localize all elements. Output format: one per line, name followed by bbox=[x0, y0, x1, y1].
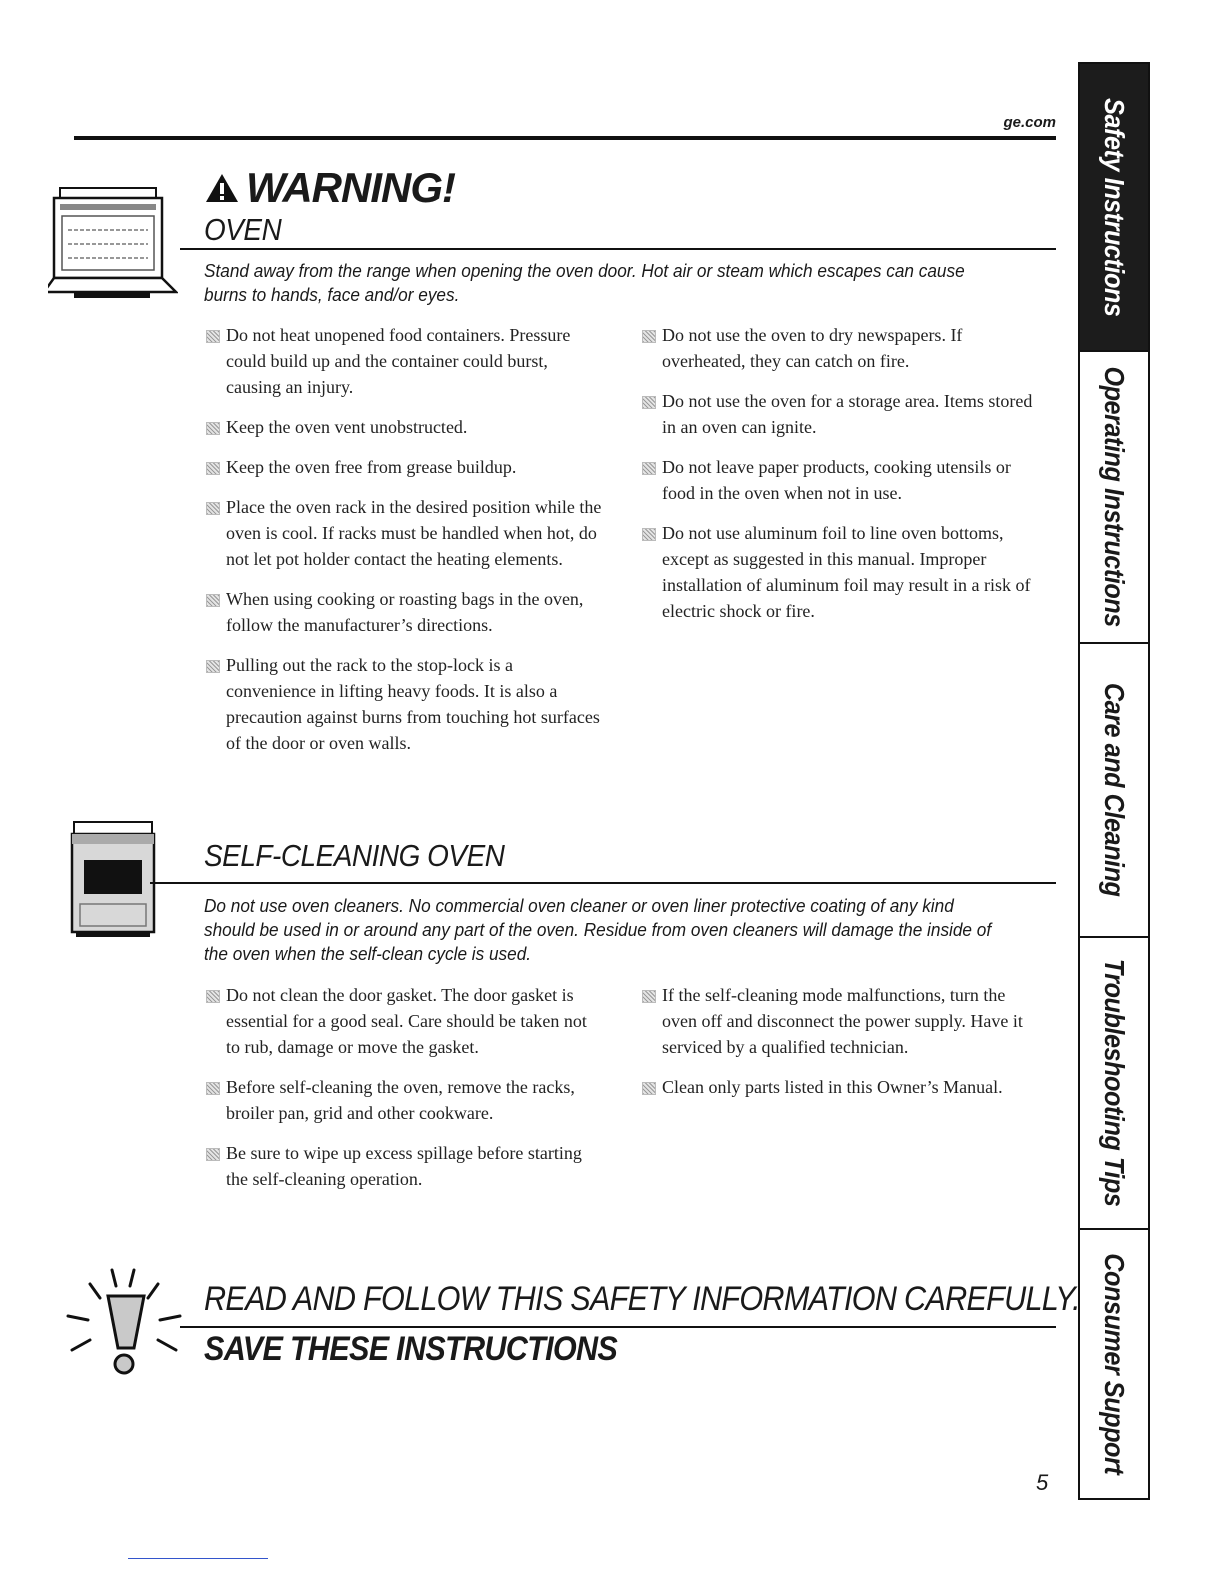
tab-troubleshooting-tips[interactable] bbox=[1080, 938, 1148, 1230]
bullet-icon bbox=[206, 462, 220, 475]
bullet-icon bbox=[642, 330, 656, 343]
header-rule bbox=[74, 136, 1056, 140]
list-item: Do not heat unopened food containers. Pressure could build up and the container could burst, causing an injury. bbox=[204, 322, 604, 400]
tab-care-and-cleaning[interactable] bbox=[1080, 644, 1148, 938]
list-item: Do not use the oven for a storage area. Items stored in an oven can ignite. bbox=[640, 388, 1040, 440]
list-item: Before self-cleaning the oven, remove the racks, broiler pan, grid and other cookware. bbox=[204, 1074, 604, 1126]
self-cleaning-lead: Do not use oven cleaners. No commercial oven cleaner or oven liner protective coating of any kind should be used in or around any part of the oven. Residue from oven cleaners will damage the inside of the oven when the self-clean cycle is used. bbox=[204, 895, 992, 964]
bullet-icon bbox=[642, 990, 656, 1003]
self-cleaning-right-column bbox=[640, 982, 1040, 1114]
range-closed-illustration bbox=[70, 818, 156, 938]
bullet-icon bbox=[642, 1082, 656, 1095]
list-item: Do not use the oven to dry newspapers. If overheated, they can catch on fire. bbox=[640, 322, 1040, 374]
save-instructions-heading: SAVE THESE INSTRUCTIONS bbox=[204, 1330, 618, 1368]
read-instructions-heading: READ AND FOLLOW THIS SAFETY INFORMATION CAREFULLY. bbox=[204, 1280, 1080, 1318]
page-edge-line bbox=[128, 1558, 268, 1559]
self-cleaning-left-column bbox=[204, 982, 604, 1206]
tab-operating-instructions[interactable] bbox=[1080, 352, 1148, 644]
bullet-icon bbox=[642, 462, 656, 475]
section-tabs bbox=[1078, 62, 1150, 1500]
oven-rule bbox=[180, 248, 1056, 250]
tab-safety-instructions[interactable] bbox=[1080, 64, 1148, 352]
oven-left-column bbox=[204, 322, 604, 770]
bullet-icon bbox=[206, 660, 220, 673]
oven-lead: Stand away from the range when opening the oven door. Hot air or steam which escapes can cause burns to hands, face and/or eyes. bbox=[204, 260, 965, 305]
list-item: Do not clean the door gasket. The door gasket is essential for a good seal. Care should be taken not to rub, damage or move the gasket. bbox=[204, 982, 604, 1060]
tab-label: Safety Instructions bbox=[1099, 97, 1130, 317]
page-number: 5 bbox=[1036, 1470, 1049, 1495]
range-open-door-illustration bbox=[48, 178, 178, 298]
list-item: Pulling out the rack to the stop-lock is a convenience in lifting heavy foods. It is also a precaution against burns from touching hot surfaces of the door or oven walls. bbox=[204, 652, 604, 756]
tab-consumer-support[interactable] bbox=[1080, 1230, 1148, 1498]
bullet-icon bbox=[642, 396, 656, 409]
list-item: When using cooking or roasting bags in the oven, follow the manufacturer’s directions. bbox=[204, 586, 604, 638]
site-url: ge.com bbox=[1003, 114, 1056, 131]
list-item: If the self-cleaning mode malfunctions, turn the oven off and disconnect the power supply. Have it serviced by a qualified technician. bbox=[640, 982, 1040, 1060]
warning-title-text: WARNING! bbox=[246, 164, 455, 211]
oven-right-column bbox=[640, 322, 1040, 638]
bullet-icon bbox=[206, 1082, 220, 1095]
tab-label: Operating Instructions bbox=[1099, 366, 1130, 628]
list-item: Keep the oven free from grease buildup. bbox=[204, 454, 604, 480]
list-item: Be sure to wipe up excess spillage before starting the self-cleaning operation. bbox=[204, 1140, 604, 1192]
tab-label: Consumer Support bbox=[1099, 1253, 1130, 1475]
self-cleaning-rule bbox=[150, 882, 1056, 884]
list-item: Place the oven rack in the desired position while the oven is cool. If racks must be handled when hot, do not let pot holder contact the heating elements. bbox=[204, 494, 604, 572]
warning-title bbox=[204, 164, 455, 212]
exclamation-burst-icon bbox=[60, 1264, 190, 1384]
oven-heading: OVEN bbox=[204, 212, 282, 247]
list-item: Clean only parts listed in this Owner’s Manual. bbox=[640, 1074, 1040, 1100]
bullet-icon bbox=[642, 528, 656, 541]
bullet-icon bbox=[206, 502, 220, 515]
list-item: Do not leave paper products, cooking utensils or food in the oven when not in use. bbox=[640, 454, 1040, 506]
bullet-icon bbox=[206, 990, 220, 1003]
tab-label: Troubleshooting Tips bbox=[1099, 959, 1130, 1207]
list-item: Keep the oven vent unobstructed. bbox=[204, 414, 604, 440]
bullet-icon bbox=[206, 1148, 220, 1161]
bullet-icon bbox=[206, 330, 220, 343]
bullet-icon bbox=[206, 422, 220, 435]
warning-triangle-icon bbox=[204, 172, 240, 204]
bullet-icon bbox=[206, 594, 220, 607]
self-cleaning-heading: SELF-CLEANING OVEN bbox=[204, 838, 505, 873]
footer-rule bbox=[180, 1326, 1056, 1328]
list-item: Do not use aluminum foil to line oven bottoms, except as suggested in this manual. Improper installation of aluminum foil may result in a risk of electric shock or fire. bbox=[640, 520, 1040, 624]
tab-label: Care and Cleaning bbox=[1099, 683, 1130, 897]
